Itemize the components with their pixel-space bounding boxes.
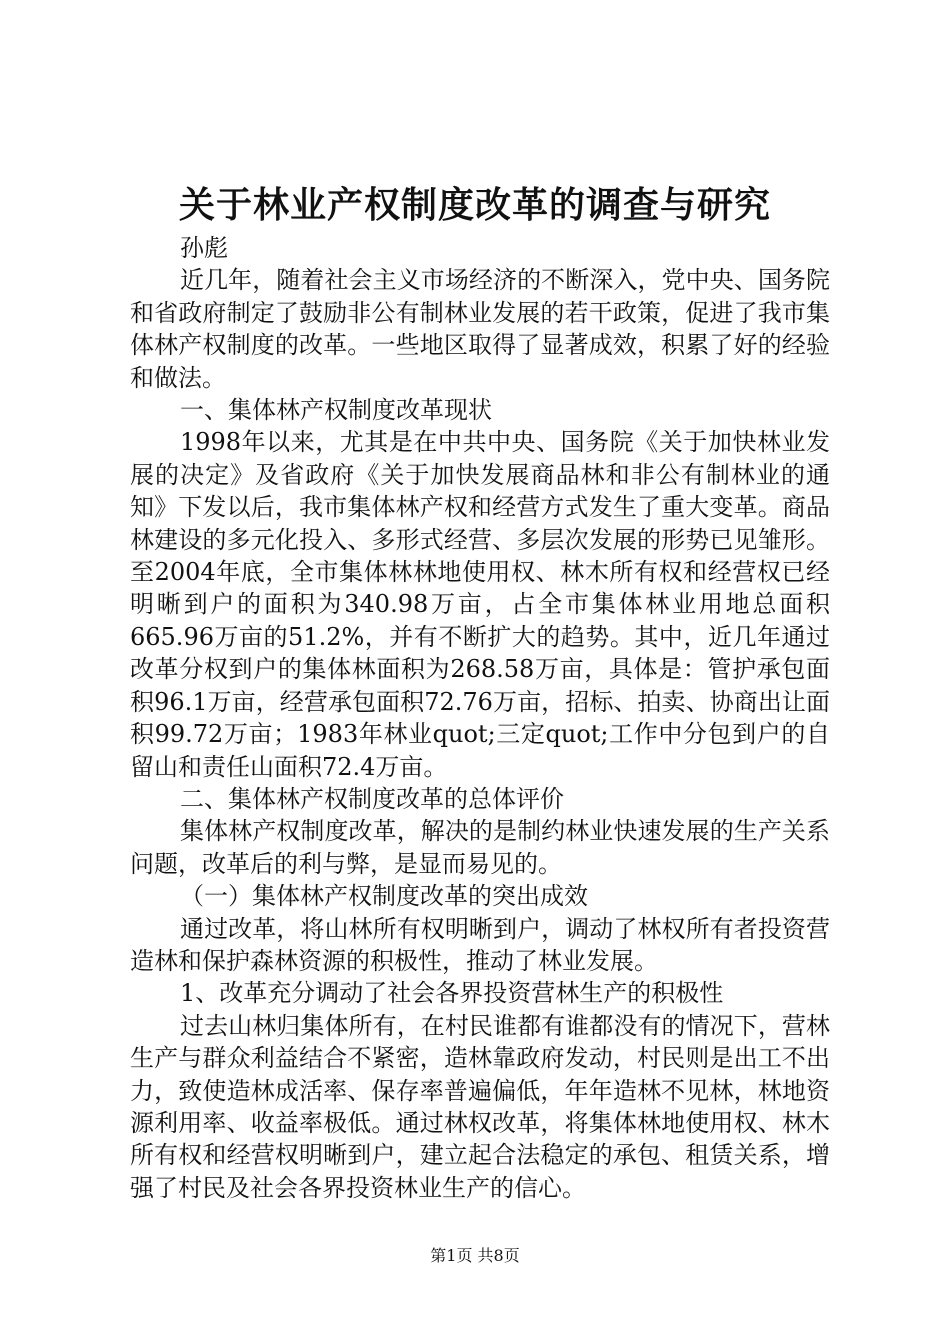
author-name: 孙彪 <box>180 234 228 262</box>
subsection-heading: （一）集体林产权制度改革的突出成效 <box>180 882 588 911</box>
page-footer: 第1页 共8页 <box>430 1246 520 1265</box>
subsection-heading: 1、改革充分调动了社会各界投资营林生产的积极性 <box>180 979 724 1008</box>
section-heading: 一、集体林产权制度改革现状 <box>180 396 492 425</box>
paragraph: 通过改革，将山林所有权明晰到户，调动了林权所有者投资营造林和保护森林资源的积极性，推动了林业发展。 <box>130 914 830 975</box>
paragraph: 集体林产权制度改革，解决的是制约林业快速发展的生产关系问题，改革后的利与弊，是显而易见的。 <box>130 817 830 878</box>
paragraph: 近几年，随着社会主义市场经济的不断深入，党中央、国务院和省政府制定了鼓励非公有制林业发展的若干政策，促进了我市集体林产权制度的改革。一些地区取得了显著成效，积累了好的经验和做法。 <box>130 266 830 392</box>
paragraph: 过去山林归集体所有，在村民谁都有谁都没有的情况下，营林生产与群众利益结合不紧密，造林靠政府发动，村民则是出工不出力，致使造林成活率、保存率普遍偏低，年年造林不见林，林地资源利用率、收益率极低。通过林权改革，将集体林地使用权、林木所有权和经营权明晰到户，建立起合法稳定的承包、租赁关系，增强了村民及社会各界投资林业生产的信心。 <box>130 1011 830 1202</box>
document-body <box>130 232 830 1204</box>
paragraph: 1998年以来，尤其是在中共中央、国务院《关于加快林业发展的决定》及省政府《关于加快发展商品林和非公有制林业的通知》下发以后，我市集体林产权和经营方式发生了重大变革。商品林建设的多元化投入、多形式经营、多层次发展的形势已见雏形。至2004年底，全市集体林林地使用权、林木所有权和经营权已经明晰到户的面积为340.98万亩，占全市集体林业用地总面积665.96万亩的51.2%，并有不断扩大的趋势。其中，近几年通过改革分权到户的集体林面积为268.58万亩，具体是：管护承包面积96.1万亩，经营承包面积72.76万亩，招标、拍卖、协商出让面积99.72万亩；1983年林业quot;三定quot;工作中分包到户的自留山和责任山面积72.4万亩。 <box>130 428 830 781</box>
section-heading: 二、集体林产权制度改革的总体评价 <box>180 784 564 813</box>
document-title: 关于林业产权制度改革的调查与研究 <box>178 185 771 226</box>
